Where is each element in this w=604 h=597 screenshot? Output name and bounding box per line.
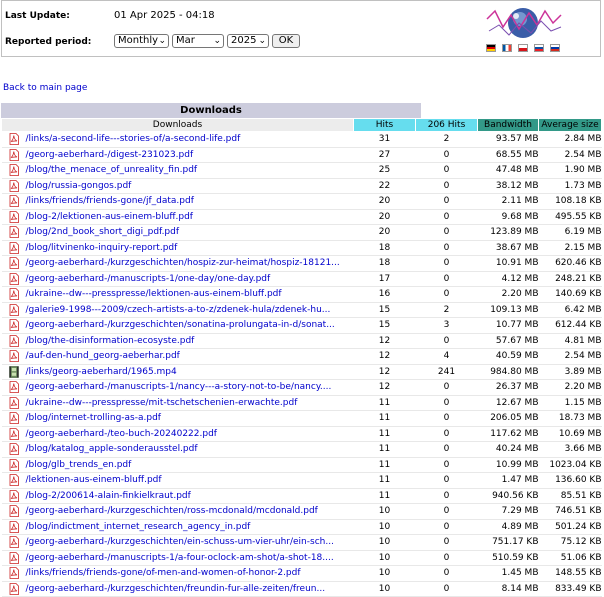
hits-cell: 22 (354, 178, 416, 194)
download-cell (2, 318, 354, 334)
hits-cell: 11 (354, 426, 416, 442)
table-row (2, 178, 602, 194)
bandwidth-cell: 940.56 KB (478, 488, 539, 504)
average-size-cell: 1023.04 KB (539, 457, 602, 473)
period-year-value: 2025 (231, 35, 257, 46)
hits-206-cell: 0 (416, 178, 478, 194)
average-size-cell: 10.69 MB (539, 426, 602, 442)
hits-cell: 12 (354, 349, 416, 365)
average-size-cell: 2.20 MB (539, 380, 602, 396)
table-row (2, 147, 602, 163)
hits-206-cell: 0 (416, 535, 478, 551)
awstats-globe-logo-icon (485, 5, 563, 41)
report-header (1, 0, 601, 57)
download-link[interactable]: /georg-aeberhard-/kurzgeschichten/hospiz-zur-heimat/hospiz-18121... (25, 258, 340, 268)
hits-cell: 11 (354, 395, 416, 411)
average-size-cell: 136.60 KB (539, 473, 602, 489)
table-row (2, 457, 602, 473)
pdf-icon (8, 257, 20, 269)
hits-206-cell: 2 (416, 302, 478, 318)
pdf-icon (8, 211, 20, 223)
download-cell (2, 302, 354, 318)
hits-cell: 20 (354, 225, 416, 241)
flag-de-icon[interactable] (486, 44, 496, 52)
bandwidth-cell: 1.47 MB (478, 473, 539, 489)
hits-cell: 20 (354, 194, 416, 210)
table-row (2, 302, 602, 318)
download-link[interactable]: /galerie9-1998---2009/czech-artists-a-to-z/zdenek-hula/zdenek-hu... (25, 304, 331, 315)
hits-cell: 25 (354, 163, 416, 179)
bandwidth-cell: 47.48 MB (478, 163, 539, 179)
average-size-cell: 6.19 MB (539, 225, 602, 241)
average-size-cell: 6.42 MB (539, 302, 602, 318)
hits-cell: 11 (354, 473, 416, 489)
back-to-main-link[interactable]: Back to main page (3, 83, 88, 93)
average-size-cell: 140.69 KB (539, 287, 602, 303)
download-link[interactable]: /georg-aeberhard-/kurzgeschichten/ein-schuss-um-vier-uhr/ein-sch... (25, 537, 334, 547)
hits-206-cell: 4 (416, 349, 478, 365)
bandwidth-cell: 4.12 MB (478, 271, 539, 287)
col-bandwidth: Bandwidth (478, 119, 539, 132)
bandwidth-cell: 26.37 MB (478, 380, 539, 396)
download-cell (2, 209, 354, 225)
download-cell (2, 349, 354, 365)
hits-206-cell: 0 (416, 163, 478, 179)
table-row (2, 566, 602, 582)
average-size-cell: 2.54 MB (539, 349, 602, 365)
bandwidth-cell: 93.57 MB (478, 132, 539, 148)
chevron-down-icon: ⌄ (158, 36, 166, 46)
hits-cell: 10 (354, 566, 416, 582)
hits-206-cell: 0 (416, 550, 478, 566)
bandwidth-cell: 1.45 MB (478, 566, 539, 582)
bandwidth-cell: 10.91 MB (478, 256, 539, 272)
pdf-icon (8, 428, 20, 440)
pdf-icon (8, 350, 20, 362)
download-cell (2, 194, 354, 210)
download-link[interactable]: /blog/2nd_book_short_digi_pdf.pdf (25, 227, 180, 237)
hits-206-cell: 0 (416, 566, 478, 582)
col-206-hits: 206 Hits (416, 119, 478, 132)
table-row (2, 209, 602, 225)
download-link[interactable]: /georg-aeberhard-/manuscripts-1/one-day/one-day.pdf (25, 273, 271, 284)
hits-206-cell: 0 (416, 271, 478, 287)
pdf-icon (8, 242, 20, 254)
hits-cell: 15 (354, 318, 416, 334)
col-average-size: Average size (539, 119, 602, 132)
hits-206-cell: 0 (416, 240, 478, 256)
pdf-icon (8, 304, 20, 316)
pdf-icon (8, 505, 20, 517)
download-link[interactable]: /blog-2/200614-alain-finkielkraut.pdf (25, 490, 191, 501)
download-cell (2, 271, 354, 287)
average-size-cell: 746.51 KB (539, 504, 602, 520)
hits-cell: 20 (354, 209, 416, 225)
bandwidth-cell: 68.55 MB (478, 147, 539, 163)
average-size-cell: 1.73 MB (539, 178, 602, 194)
reported-period-label: Reported period: (5, 37, 92, 47)
last-update-label: Last Update: (5, 11, 70, 21)
download-link[interactable]: /links/friends/friends-gone/of-men-and-women-of-honor-2.pdf (25, 568, 301, 578)
table-row (2, 349, 602, 365)
hits-cell: 31 (354, 132, 416, 148)
table-row (2, 240, 602, 256)
average-size-cell: 1.90 MB (539, 163, 602, 179)
hits-cell: 16 (354, 287, 416, 303)
hits-cell: 11 (354, 411, 416, 427)
pdf-icon (8, 521, 20, 533)
hits-206-cell: 0 (416, 395, 478, 411)
last-update-value: 01 Apr 2025 - 04:18 (114, 10, 215, 21)
bandwidth-cell: 2.11 MB (478, 194, 539, 210)
bandwidth-cell: 38.12 MB (478, 178, 539, 194)
download-cell (2, 535, 354, 551)
bandwidth-cell: 206.05 MB (478, 411, 539, 427)
download-cell (2, 287, 354, 303)
bandwidth-cell: 10.99 MB (478, 457, 539, 473)
average-size-cell: 620.46 KB (539, 256, 602, 272)
pdf-icon (8, 567, 20, 579)
download-link[interactable]: /blog/the-disinformation-ecosyste.pdf (25, 335, 195, 346)
pdf-icon (8, 381, 20, 393)
table-row (2, 380, 602, 396)
pdf-icon (8, 319, 20, 331)
table-row (2, 364, 602, 380)
download-cell (2, 488, 354, 504)
download-link[interactable]: /blog/the_menace_of_unreality_fin.pdf (25, 165, 198, 175)
download-cell (2, 581, 354, 597)
download-cell (2, 147, 354, 163)
period-month-value: Mar (176, 35, 195, 46)
download-cell (2, 240, 354, 256)
bandwidth-cell: 10.77 MB (478, 318, 539, 334)
hits-cell: 10 (354, 519, 416, 535)
ok-button[interactable]: OK (272, 34, 300, 48)
hits-206-cell: 0 (416, 147, 478, 163)
table-row (2, 411, 602, 427)
table-row (2, 504, 602, 520)
hits-206-cell: 0 (416, 442, 478, 458)
bandwidth-cell: 12.67 MB (478, 395, 539, 411)
hits-206-cell: 0 (416, 488, 478, 504)
bandwidth-cell: 123.89 MB (478, 225, 539, 241)
flag-fr-icon[interactable] (502, 44, 512, 52)
download-cell (2, 457, 354, 473)
bandwidth-cell: 9.68 MB (478, 209, 539, 225)
pdf-icon (8, 490, 20, 502)
table-row (2, 426, 602, 442)
pdf-icon (8, 536, 20, 548)
average-size-cell: 833.49 KB (539, 581, 602, 597)
download-cell (2, 426, 354, 442)
average-size-cell: 18.73 MB (539, 411, 602, 427)
table-row (2, 318, 602, 334)
bandwidth-cell: 510.59 KB (478, 550, 539, 566)
bandwidth-cell: 40.59 MB (478, 349, 539, 365)
bandwidth-cell: 38.67 MB (478, 240, 539, 256)
average-size-cell: 51.06 KB (539, 550, 602, 566)
download-link[interactable]: /links/a-second-life---stories-of/a-second-life.pdf (25, 134, 241, 144)
download-link[interactable]: /blog/indictment_internet_research_agency_in.pdf (25, 521, 251, 532)
download-link[interactable]: /georg-aeberhard-/teo-buch-20240222.pdf (25, 428, 217, 439)
pdf-icon (8, 149, 20, 161)
bandwidth-cell: 109.13 MB (478, 302, 539, 318)
table-row (2, 225, 602, 241)
hits-206-cell: 2 (416, 132, 478, 148)
hits-cell: 11 (354, 457, 416, 473)
pdf-icon (8, 164, 20, 176)
bandwidth-cell: 8.14 MB (478, 581, 539, 597)
pdf-icon (8, 397, 20, 409)
pdf-icon (8, 226, 20, 238)
period-year-select[interactable] (227, 34, 269, 48)
pdf-icon (8, 195, 20, 207)
table-row (2, 395, 602, 411)
hits-cell: 27 (354, 147, 416, 163)
download-cell (2, 411, 354, 427)
hits-206-cell: 0 (416, 256, 478, 272)
col-downloads: Downloads (2, 119, 354, 132)
hits-206-cell: 0 (416, 473, 478, 489)
average-size-cell: 1.15 MB (539, 395, 602, 411)
table-row (2, 581, 602, 597)
hits-206-cell: 3 (416, 318, 478, 334)
table-row (2, 519, 602, 535)
bandwidth-cell: 2.20 MB (478, 287, 539, 303)
bandwidth-cell: 57.67 MB (478, 333, 539, 349)
pdf-icon (8, 412, 20, 424)
hits-cell: 12 (354, 380, 416, 396)
average-size-cell: 3.66 MB (539, 442, 602, 458)
download-link[interactable]: /blog/litvinenko-inquiry-report.pdf (25, 242, 178, 253)
download-link[interactable]: /georg-aeberhard-/manuscripts-1/a-four-oclock-am-shot/a-shot-18.... (25, 552, 334, 563)
download-cell (2, 225, 354, 241)
download-link[interactable]: /ukraine--dw---presspresse/lektionen-aus-einem-bluff.pdf (25, 289, 282, 299)
bandwidth-cell: 40.24 MB (478, 442, 539, 458)
table-row (2, 473, 602, 489)
hits-cell: 15 (354, 302, 416, 318)
table-header-row (2, 119, 602, 132)
download-link[interactable]: /blog-2/lektionen-aus-einem-bluff.pdf (25, 211, 193, 222)
flag-ru-icon[interactable] (550, 44, 560, 52)
bandwidth-cell: 984.80 MB (478, 364, 539, 380)
hits-206-cell: 0 (416, 209, 478, 225)
pdf-icon (8, 133, 20, 145)
hits-cell: 18 (354, 256, 416, 272)
download-link[interactable]: /georg-aeberhard-/manuscripts-1/nancy---a-story-not-to-be/nancy.... (25, 382, 332, 392)
pdf-icon (8, 443, 20, 455)
download-cell (2, 178, 354, 194)
download-link[interactable]: /georg-aeberhard-/kurzgeschichten/freundin-fur-alle-zeiten/freun... (25, 583, 326, 594)
download-cell (2, 364, 354, 380)
average-size-cell: 501.24 KB (539, 519, 602, 535)
download-cell (2, 566, 354, 582)
hits-206-cell: 0 (416, 457, 478, 473)
table-row (2, 194, 602, 210)
table-row (2, 287, 602, 303)
hits-cell: 12 (354, 333, 416, 349)
download-cell (2, 163, 354, 179)
download-cell (2, 550, 354, 566)
average-size-cell: 3.89 MB (539, 364, 602, 380)
period-mode-value: Monthly (118, 35, 159, 46)
download-link[interactable]: /links/friends/friends-gone/jf_data.pdf (25, 196, 194, 206)
period-month-select[interactable] (172, 34, 224, 48)
average-size-cell: 108.18 KB (539, 194, 602, 210)
pdf-icon (8, 459, 20, 471)
table-row (2, 535, 602, 551)
download-cell (2, 473, 354, 489)
chevron-down-icon: ⌄ (213, 36, 221, 46)
bandwidth-cell: 4.89 MB (478, 519, 539, 535)
download-cell (2, 333, 354, 349)
hits-cell: 18 (354, 240, 416, 256)
hits-206-cell: 0 (416, 426, 478, 442)
average-size-cell: 148.55 KB (539, 566, 602, 582)
hits-206-cell: 0 (416, 225, 478, 241)
pdf-icon (8, 552, 20, 564)
col-hits: Hits (354, 119, 416, 132)
average-size-cell: 85.51 KB (539, 488, 602, 504)
table-row (2, 132, 602, 148)
hits-206-cell: 0 (416, 287, 478, 303)
table-row (2, 163, 602, 179)
average-size-cell: 612.44 KB (539, 318, 602, 334)
hits-206-cell: 0 (416, 504, 478, 520)
hits-cell: 11 (354, 442, 416, 458)
pdf-icon (8, 273, 20, 285)
download-cell (2, 380, 354, 396)
download-cell (2, 395, 354, 411)
hits-206-cell: 0 (416, 380, 478, 396)
download-link[interactable]: /georg-aeberhard-/kurzgeschichten/ross-mcdonald/mcdonald.pdf (25, 506, 318, 516)
table-row (2, 271, 602, 287)
pdf-icon (8, 583, 20, 595)
video-icon (8, 366, 20, 378)
download-link[interactable]: /links/georg-aeberhard/1965.mp4 (25, 366, 177, 377)
table-row (2, 488, 602, 504)
bandwidth-cell: 117.62 MB (478, 426, 539, 442)
pdf-icon (8, 474, 20, 486)
download-cell (2, 132, 354, 148)
table-row (2, 333, 602, 349)
download-link[interactable]: /blog/glb_trends_en.pdf (25, 459, 132, 470)
average-size-cell: 2.54 MB (539, 147, 602, 163)
hits-cell: 17 (354, 271, 416, 287)
hits-206-cell: 0 (416, 581, 478, 597)
pdf-icon (8, 288, 20, 300)
pdf-icon (8, 335, 20, 347)
bandwidth-cell: 751.17 KB (478, 535, 539, 551)
flag-cz-icon[interactable] (518, 44, 528, 52)
downloads-table (1, 118, 602, 597)
chevron-down-icon: ⌄ (258, 36, 266, 46)
table-row (2, 256, 602, 272)
hits-206-cell: 0 (416, 411, 478, 427)
hits-cell: 11 (354, 488, 416, 504)
average-size-cell: 2.15 MB (539, 240, 602, 256)
download-link[interactable]: /blog/katalog_apple-sonderausstel.pdf (25, 444, 198, 454)
hits-206-cell: 0 (416, 333, 478, 349)
hits-cell: 10 (354, 504, 416, 520)
hits-cell: 10 (354, 550, 416, 566)
hits-cell: 10 (354, 581, 416, 597)
flag-sk-icon[interactable] (534, 44, 544, 52)
downloads-section-title: Downloads (1, 103, 421, 118)
download-cell (2, 442, 354, 458)
hits-206-cell: 0 (416, 194, 478, 210)
download-link[interactable]: /blog/internet-trolling-as-a.pdf (25, 413, 161, 423)
average-size-cell: 75.12 KB (539, 535, 602, 551)
hits-cell: 12 (354, 364, 416, 380)
download-link[interactable]: /georg-aeberhard-/digest-231023.pdf (25, 149, 194, 160)
table-row (2, 442, 602, 458)
download-link[interactable]: /ukraine--dw---presspresse/mit-tschetschenien-erwachte.pdf (25, 397, 298, 408)
average-size-cell: 495.55 KB (539, 209, 602, 225)
period-mode-select[interactable] (114, 34, 169, 48)
average-size-cell: 2.84 MB (539, 132, 602, 148)
table-row (2, 550, 602, 566)
hits-cell: 10 (354, 535, 416, 551)
average-size-cell: 248.21 KB (539, 271, 602, 287)
hits-206-cell: 0 (416, 519, 478, 535)
download-link[interactable]: /lektionen-aus-einem-bluff.pdf (25, 475, 162, 485)
hits-206-cell: 241 (416, 364, 478, 380)
average-size-cell: 4.81 MB (539, 333, 602, 349)
download-link[interactable]: /blog/russia-gongos.pdf (25, 180, 132, 191)
download-link[interactable]: /georg-aeberhard-/kurzgeschichten/sonatina-prolungata-in-d/sonat... (25, 320, 335, 330)
pdf-icon (8, 180, 20, 192)
download-cell (2, 519, 354, 535)
download-cell (2, 504, 354, 520)
download-cell (2, 256, 354, 272)
download-link[interactable]: /auf-den-hund_georg-aeberhar.pdf (25, 351, 180, 361)
bandwidth-cell: 7.29 MB (478, 504, 539, 520)
